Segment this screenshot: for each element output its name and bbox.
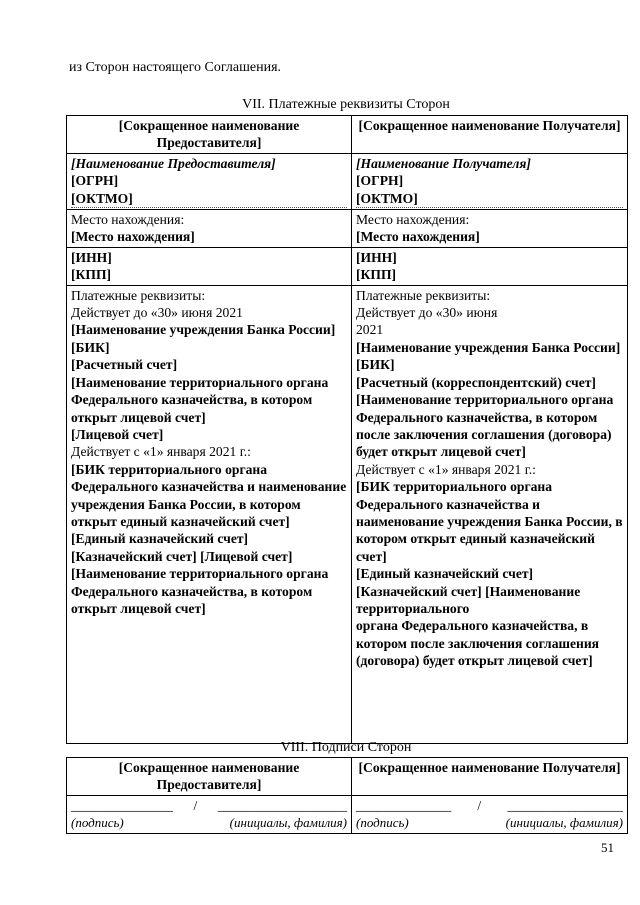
- recipient-caption-sign: (подпись): [356, 815, 409, 831]
- provider-header: [Сокращенное наименование Предоставителя]: [67, 116, 352, 154]
- provider-name: [Наименование Предоставителя]: [71, 155, 276, 171]
- recipient-valid-from: Действует с «1» января 2021 г.:: [356, 461, 536, 477]
- provider-treasury-body-2: [Наименование территориального органа Федерального казначейства, в котором открыт лицевой счет]: [71, 566, 329, 616]
- recipient-pay-label: Платежные реквизиты:: [356, 287, 491, 303]
- provider-valid-from: Действует с «1» января 2021 г.:: [71, 444, 251, 460]
- recipient-oktmo: [ОКТМО]: [356, 190, 623, 208]
- recipient-name: [Наименование Получателя]: [356, 155, 531, 171]
- recipient-caption-name: (инициалы, фамилия): [505, 815, 623, 831]
- recipient-treasury-account: [Казначейский счет] [Наименование территориального: [356, 583, 581, 616]
- payment-details-table: [66, 115, 628, 744]
- recipient-name-cell: [352, 153, 628, 209]
- recipient-signature-line: [356, 797, 623, 814]
- recipient-single-account: [Единый казначейский счет]: [356, 566, 534, 582]
- provider-signature-cell: [67, 795, 352, 833]
- provider-inn-cell: [67, 247, 352, 285]
- recipient-location-label: Место нахождения:: [356, 212, 470, 228]
- recipient-signature-separator: /: [477, 797, 482, 813]
- recipient-signature-caption: [356, 814, 623, 831]
- provider-single-account: [Единый казначейский счет]: [71, 531, 249, 547]
- provider-personal-account: [Лицевой счет]: [71, 426, 164, 442]
- provider-name-blank: ___________________: [217, 797, 347, 813]
- provider-location-label: Место нахождения:: [71, 212, 185, 228]
- provider-location: [Место нахождения]: [71, 229, 195, 245]
- header-row: [67, 116, 628, 154]
- location-row: [67, 210, 628, 248]
- provider-signature-header: [Сокращенное наименование Предоставителя]: [67, 758, 352, 796]
- provider-signature-line: [71, 797, 347, 814]
- recipient-valid-until-2: 2021: [356, 322, 384, 338]
- recipient-valid-until-1: Действует до «30» июня: [356, 305, 498, 321]
- provider-treasury-account: [Казначейский счет] [Лицевой счет]: [71, 548, 293, 564]
- provider-treasury-body: [Наименование территориального органа Федерального казначейства, в котором открыт лицевой счет]: [71, 374, 329, 425]
- provider-valid-until: Действует до «30» июня 2021: [71, 305, 243, 321]
- provider-inn: [ИНН]: [71, 249, 112, 265]
- provider-name-cell: [67, 153, 352, 209]
- recipient-location: [Место нахождения]: [356, 229, 480, 245]
- signature-header-row: [67, 758, 628, 796]
- provider-caption-name: (инициалы, фамилия): [229, 815, 347, 831]
- recipient-kpp: [КПП]: [356, 267, 397, 283]
- recipient-signature-blank: ______________: [356, 797, 452, 813]
- recipient-ogrn: [ОГРН]: [356, 173, 404, 189]
- recipient-inn-cell: [352, 247, 628, 285]
- provider-bank: [Наименование учреждения Банка России]: [71, 322, 336, 338]
- provider-oktmo: [ОКТМО]: [71, 190, 347, 208]
- recipient-bank: [Наименование учреждения Банка России]: [356, 339, 621, 355]
- provider-signature-caption: [71, 814, 347, 831]
- recipient-treasury-body-2: органа Федерального казначейства, в котором после заключения соглашения (договора) будет открыт лицевой счет]: [356, 618, 600, 669]
- provider-bik-treasury: [БИК территориального органа Федерального казначейства и наименование учреждения Банка России, в котором открыт единый казначейский счет]: [71, 461, 347, 529]
- section-8-title: VIII. Подписи Сторон: [280, 740, 412, 755]
- recipient-header: [Сокращенное наименование Получателя]: [352, 116, 628, 154]
- provider-location-cell: [67, 210, 352, 248]
- recipient-account: [Расчетный (корреспондентский) счет] [Наименование территориального органа Федерального казначейства, в котором после заключения соглашения (договора) будет открыт лицевой счет]: [356, 374, 614, 460]
- provider-kpp: [КПП]: [71, 267, 112, 283]
- intro-text: из Сторон настоящего Соглашения.: [69, 60, 282, 75]
- recipient-name-blank: _________________: [507, 797, 623, 813]
- bank-details-row: [67, 285, 628, 743]
- recipient-signature-cell: [352, 795, 628, 833]
- provider-pay-label: Платежные реквизиты:: [71, 287, 206, 303]
- page-number: 51: [601, 840, 614, 855]
- provider-signature-separator: /: [193, 797, 198, 813]
- recipient-location-cell: [352, 210, 628, 248]
- recipient-bank-cell: [352, 285, 628, 743]
- provider-ogrn: [ОГРН]: [71, 173, 119, 189]
- provider-signature-blank: _______________: [71, 797, 173, 813]
- inn-kpp-row: [67, 247, 628, 285]
- name-row: [67, 153, 628, 209]
- signatures-table: [66, 757, 628, 834]
- provider-bik: [БИК]: [71, 339, 110, 355]
- provider-bank-cell: [67, 285, 352, 743]
- signature-row: [67, 795, 628, 833]
- recipient-signature-header: [Сокращенное наименование Получателя]: [352, 758, 628, 796]
- recipient-inn: [ИНН]: [356, 249, 397, 265]
- provider-caption-sign: (подпись): [71, 815, 124, 831]
- provider-account: [Расчетный счет]: [71, 357, 178, 373]
- section-7-title: VII. Платежные реквизиты Сторон: [242, 97, 450, 112]
- recipient-bik-treasury: [БИК территориального органа Федерального казначейства и наименование учреждения Банка России, в котором открыт единый казначейский счет]: [356, 479, 623, 564]
- recipient-bik: [БИК]: [356, 357, 395, 373]
